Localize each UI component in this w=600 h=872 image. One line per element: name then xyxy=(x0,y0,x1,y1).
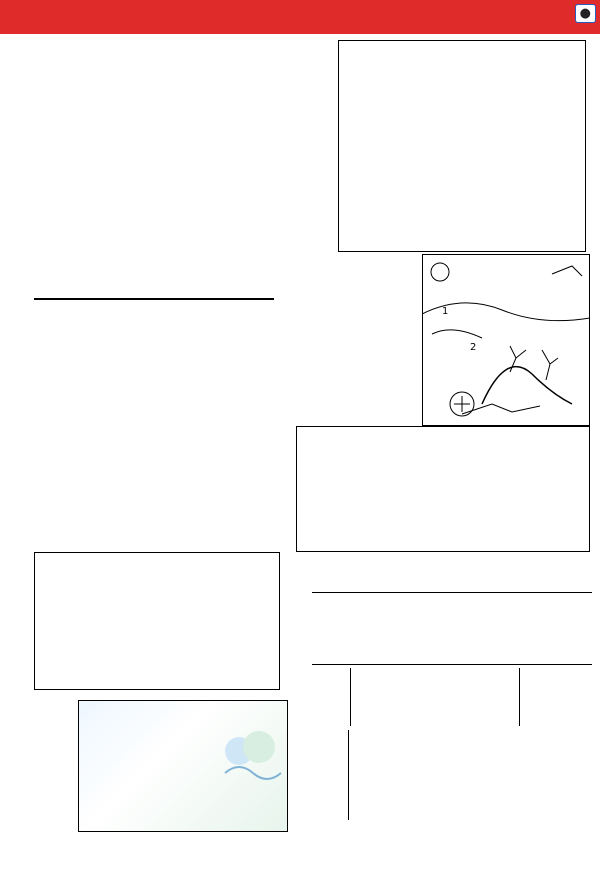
svg-text:2: 2 xyxy=(470,342,477,353)
daily-banner xyxy=(34,262,274,300)
top-table xyxy=(338,40,586,252)
story-text xyxy=(349,730,590,736)
page-header xyxy=(0,0,600,34)
sanzimi-main-box xyxy=(350,668,520,726)
svg-text:1: 1 xyxy=(442,306,449,317)
analysis-block xyxy=(36,304,286,308)
logo-icon: ● xyxy=(579,6,591,21)
fushi-box xyxy=(34,552,280,690)
decor-clouds-icon xyxy=(219,721,285,781)
story-box xyxy=(348,730,590,820)
kill-box xyxy=(296,426,590,552)
shuanghao-box xyxy=(78,700,288,832)
sanzimi-divider xyxy=(312,664,592,665)
site-logo[interactable] xyxy=(575,4,596,23)
poem-sketch-image xyxy=(422,254,590,426)
poem-box xyxy=(300,262,422,304)
xuanji-divider xyxy=(312,592,592,593)
